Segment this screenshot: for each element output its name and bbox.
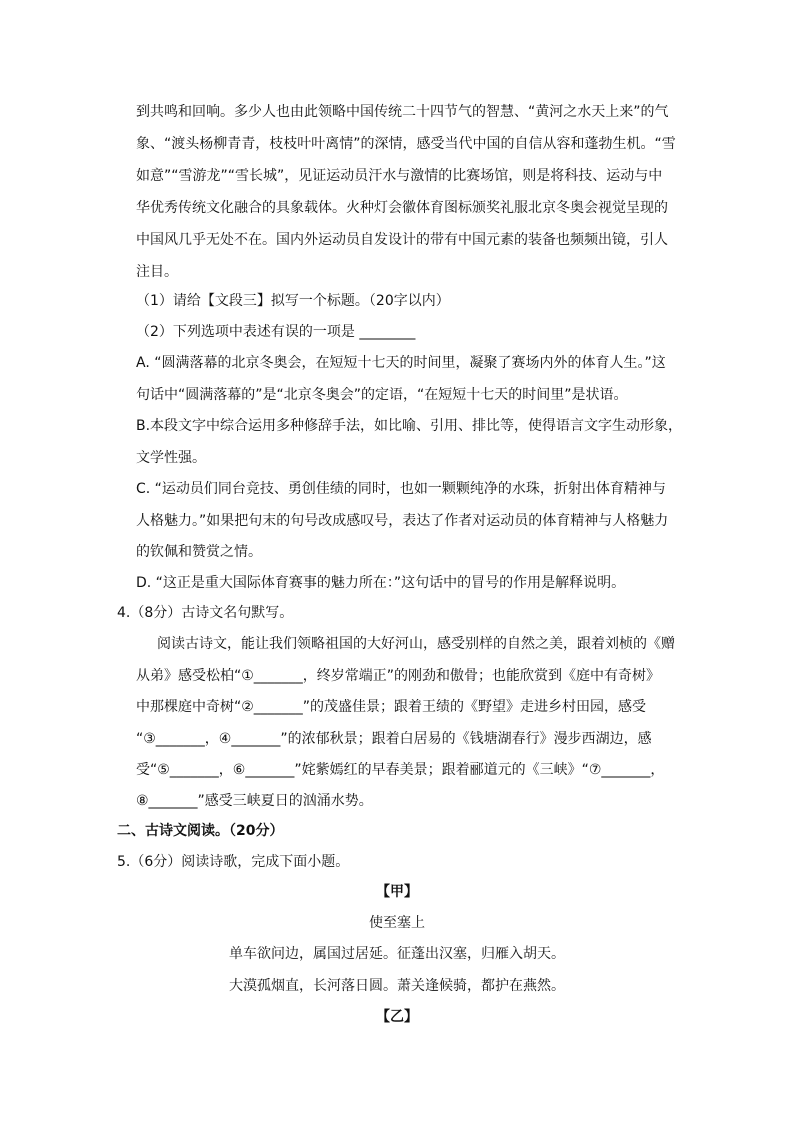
q4-title: 4.（8分）古诗文名句默写。 <box>117 605 294 621</box>
q3-option-line: 文学性强。 <box>136 450 206 466</box>
q3-option-line: A. “圆满落幕的北京冬奥会，在短短十七天的时间里，凝聚了赛场内外的体育人生。”这 <box>136 355 666 371</box>
passage-line: 如意”“雪游龙”“雪长城”，见证运动员汗水与激情的比赛场馆，则是将科技、运动与中 <box>136 168 663 184</box>
q4-line: 受“⑤_______，⑥_______”姹紫嫣红的早春美景；跟着郦道元的《三峡》“⑦_______， <box>136 762 665 778</box>
q4-line: 中那棵庭中奇树“②_______”的茂盛佳景；跟着王绩的《野望》走进乡村田园，感受 <box>136 699 647 715</box>
poem-label-yi: 【乙】 <box>376 1009 418 1025</box>
q3-option-line: 人格魅力。”如果把句末的句号改成感叹号，表达了作者对运动员的体育精神与人格魅力 <box>136 513 669 529</box>
poem-line: 大漠孤烟直，长河落日圆。萧关逢候骑，都护在燕然。 <box>229 978 565 994</box>
passage-line: 到共鸣和回响。多少人也由此领略中国传统二十四节气的智慧、“黄河之水天上来”的气 <box>136 104 669 120</box>
q4-line: ⑧_______”感受三峡夏日的汹涌水势。 <box>136 793 373 809</box>
poem-title: 使至塞上 <box>369 915 425 931</box>
passage-line: 华优秀传统文化融合的具象载体。火种灯会徽体育图标颁奖礼服北京冬奥会视觉呈现的 <box>136 200 668 216</box>
q5-title: 5.（6分）阅读诗歌，完成下面小题。 <box>117 854 350 870</box>
q3-sub1: （1）请给【文段三】拟写一个标题。（20字以内） <box>136 293 450 309</box>
q4-line: “③_______，④_______”的浓郁秋景；跟着白居易的《钱塘湖春行》漫步西湖边，感 <box>136 731 652 747</box>
q3-sub2: （2）下列选项中表述有误的一项是 ________ <box>136 324 416 340</box>
passage-line: 象、“渡头杨柳青青，枝枝叶叶离情”的深情，感受当代中国的自信从容和蓬勃生机。“雪 <box>136 136 676 152</box>
q3-option-line: C. “运动员们同台竞技、勇创佳绩的同时，也如一颗颗纯净的水珠，折射出体育精神与 <box>136 481 666 497</box>
q4-line: 阅读古诗文，能让我们领略祖国的大好河山，感受别样的自然之美，跟着刘桢的《赠 <box>157 636 675 652</box>
poem-label-jia: 【甲】 <box>376 884 418 900</box>
section-heading: 二、古诗文阅读。（20分） <box>117 823 284 839</box>
q3-option-line: B.本段文字中综合运用多种修辞手法，如比喻、引用、排比等，使得语言文字生动形象， <box>136 418 683 434</box>
passage-line: 中国风几乎无处不在。国内外运动员自发设计的带有中国元素的装备也频频出镜，引人 <box>136 232 668 248</box>
passage-line: 注目。 <box>136 264 178 280</box>
q3-option-line: 的钦佩和赞赏之情。 <box>136 544 262 560</box>
poem-line: 单车欲问边，属国过居延。征蓬出汉塞，归雁入胡天。 <box>229 946 565 962</box>
q3-option-line: 句话中“圆满落幕的”是“北京冬奥会”的定语，“在短短十七天的时间里”是状语。 <box>136 387 628 403</box>
q3-option-line: D. “这正是重大国际体育赛事的魅力所在：”这句话中的冒号的作用是解释说明。 <box>136 575 626 591</box>
q4-line: 从弟》感受松柏“①_______，终岁常端正”的刚劲和傲骨；也能欣赏到《庭中有奇树》 <box>136 668 661 684</box>
